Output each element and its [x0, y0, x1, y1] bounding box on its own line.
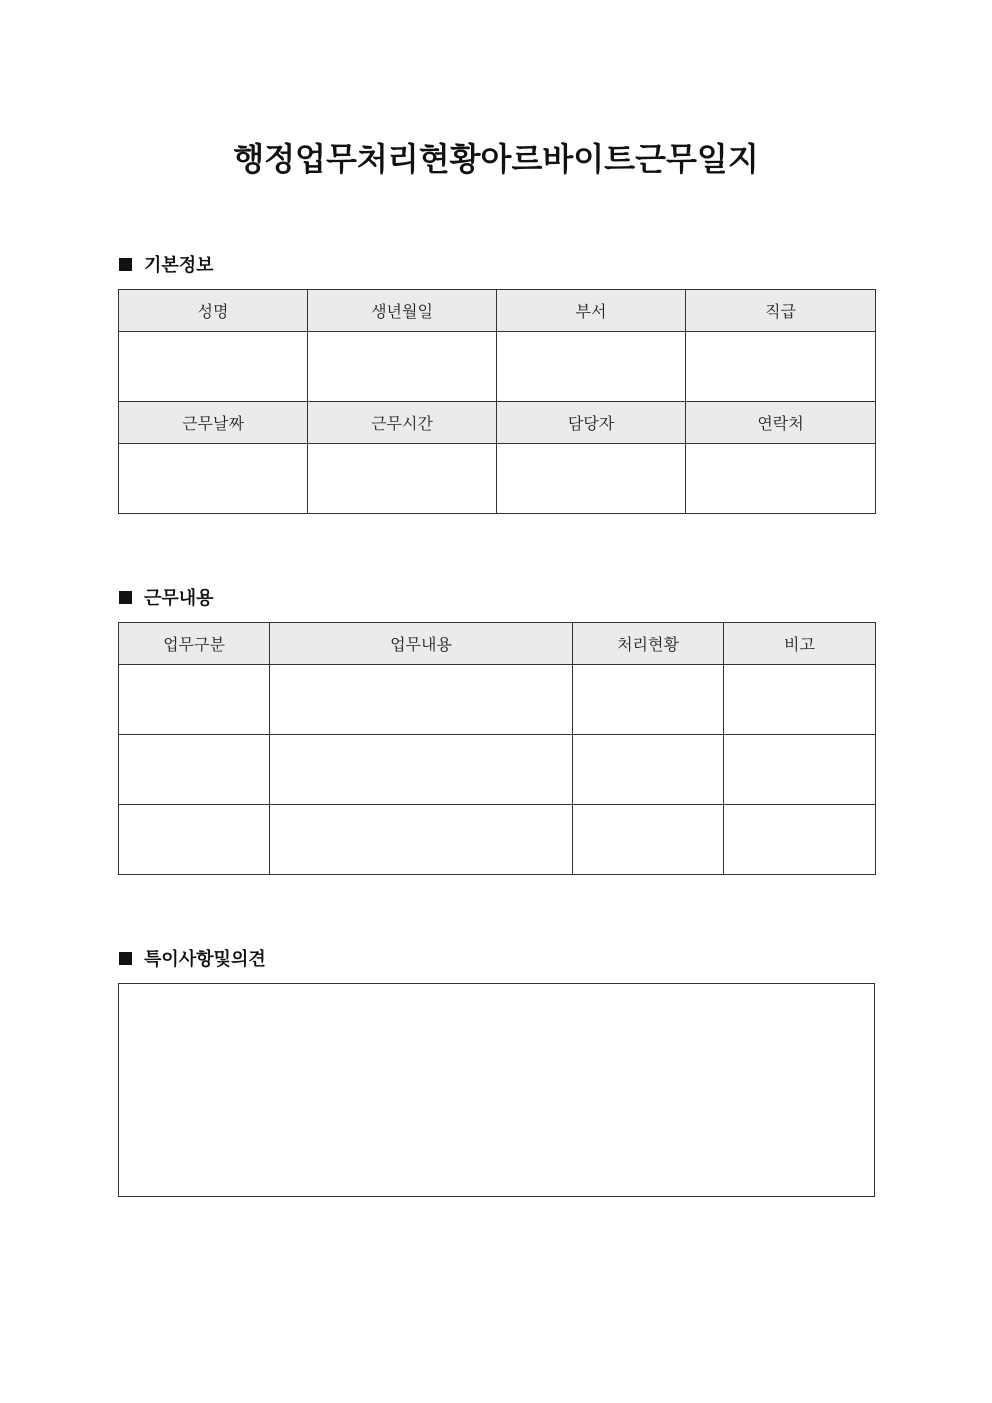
section-heading-notes: [119, 946, 266, 970]
header-cell-processing-status: 처리현황: [573, 623, 724, 665]
header-cell-remarks: 비고: [724, 623, 876, 665]
remarks-field[interactable]: [724, 665, 876, 735]
header-cell-contact: 연락처: [686, 402, 876, 444]
square-bullet-icon: [119, 591, 132, 604]
section-heading-label: 특이사항및의견: [144, 949, 266, 970]
remarks-field[interactable]: [724, 735, 876, 805]
header-row: [119, 402, 876, 444]
birthdate-field[interactable]: [308, 332, 497, 402]
table-row: [119, 665, 876, 735]
remarks-field[interactable]: [724, 805, 876, 875]
work-date-field[interactable]: [119, 444, 308, 514]
processing-status-field[interactable]: [573, 735, 724, 805]
task-type-field[interactable]: [119, 735, 270, 805]
task-content-field[interactable]: [270, 665, 573, 735]
work-content-table: [118, 622, 876, 875]
section-heading-work-content: [119, 585, 214, 609]
table-row: [119, 805, 876, 875]
header-cell-task-content: 업무내용: [270, 623, 573, 665]
header-cell-position: 직급: [686, 290, 876, 332]
input-row: [119, 332, 876, 402]
header-cell-work-date: 근무날짜: [119, 402, 308, 444]
department-field[interactable]: [497, 332, 686, 402]
square-bullet-icon: [119, 952, 132, 965]
manager-field[interactable]: [497, 444, 686, 514]
processing-status-field[interactable]: [573, 665, 724, 735]
processing-status-field[interactable]: [573, 805, 724, 875]
task-content-field[interactable]: [270, 735, 573, 805]
contact-field[interactable]: [686, 444, 876, 514]
header-cell-department: 부서: [497, 290, 686, 332]
section-heading-basic-info: [119, 252, 214, 276]
name-field[interactable]: [119, 332, 308, 402]
page-title: 행정업무처리현황아르바이트근무일지: [233, 140, 759, 178]
header-cell-birthdate: 생년월일: [308, 290, 497, 332]
task-type-field[interactable]: [119, 665, 270, 735]
section-heading-label: 근무내용: [144, 588, 214, 609]
section-heading-label: 기본정보: [144, 255, 214, 276]
notes-field[interactable]: [118, 983, 875, 1197]
header-cell-work-hours: 근무시간: [308, 402, 497, 444]
position-field[interactable]: [686, 332, 876, 402]
task-content-field[interactable]: [270, 805, 573, 875]
table-row: [119, 735, 876, 805]
work-hours-field[interactable]: [308, 444, 497, 514]
header-cell-manager: 담당자: [497, 402, 686, 444]
input-row: [119, 444, 876, 514]
header-cell-task-type: 업무구분: [119, 623, 270, 665]
header-cell-name: 성명: [119, 290, 308, 332]
header-row: [119, 290, 876, 332]
basic-info-table: [118, 289, 876, 514]
task-type-field[interactable]: [119, 805, 270, 875]
header-row: [119, 623, 876, 665]
square-bullet-icon: [119, 258, 132, 271]
